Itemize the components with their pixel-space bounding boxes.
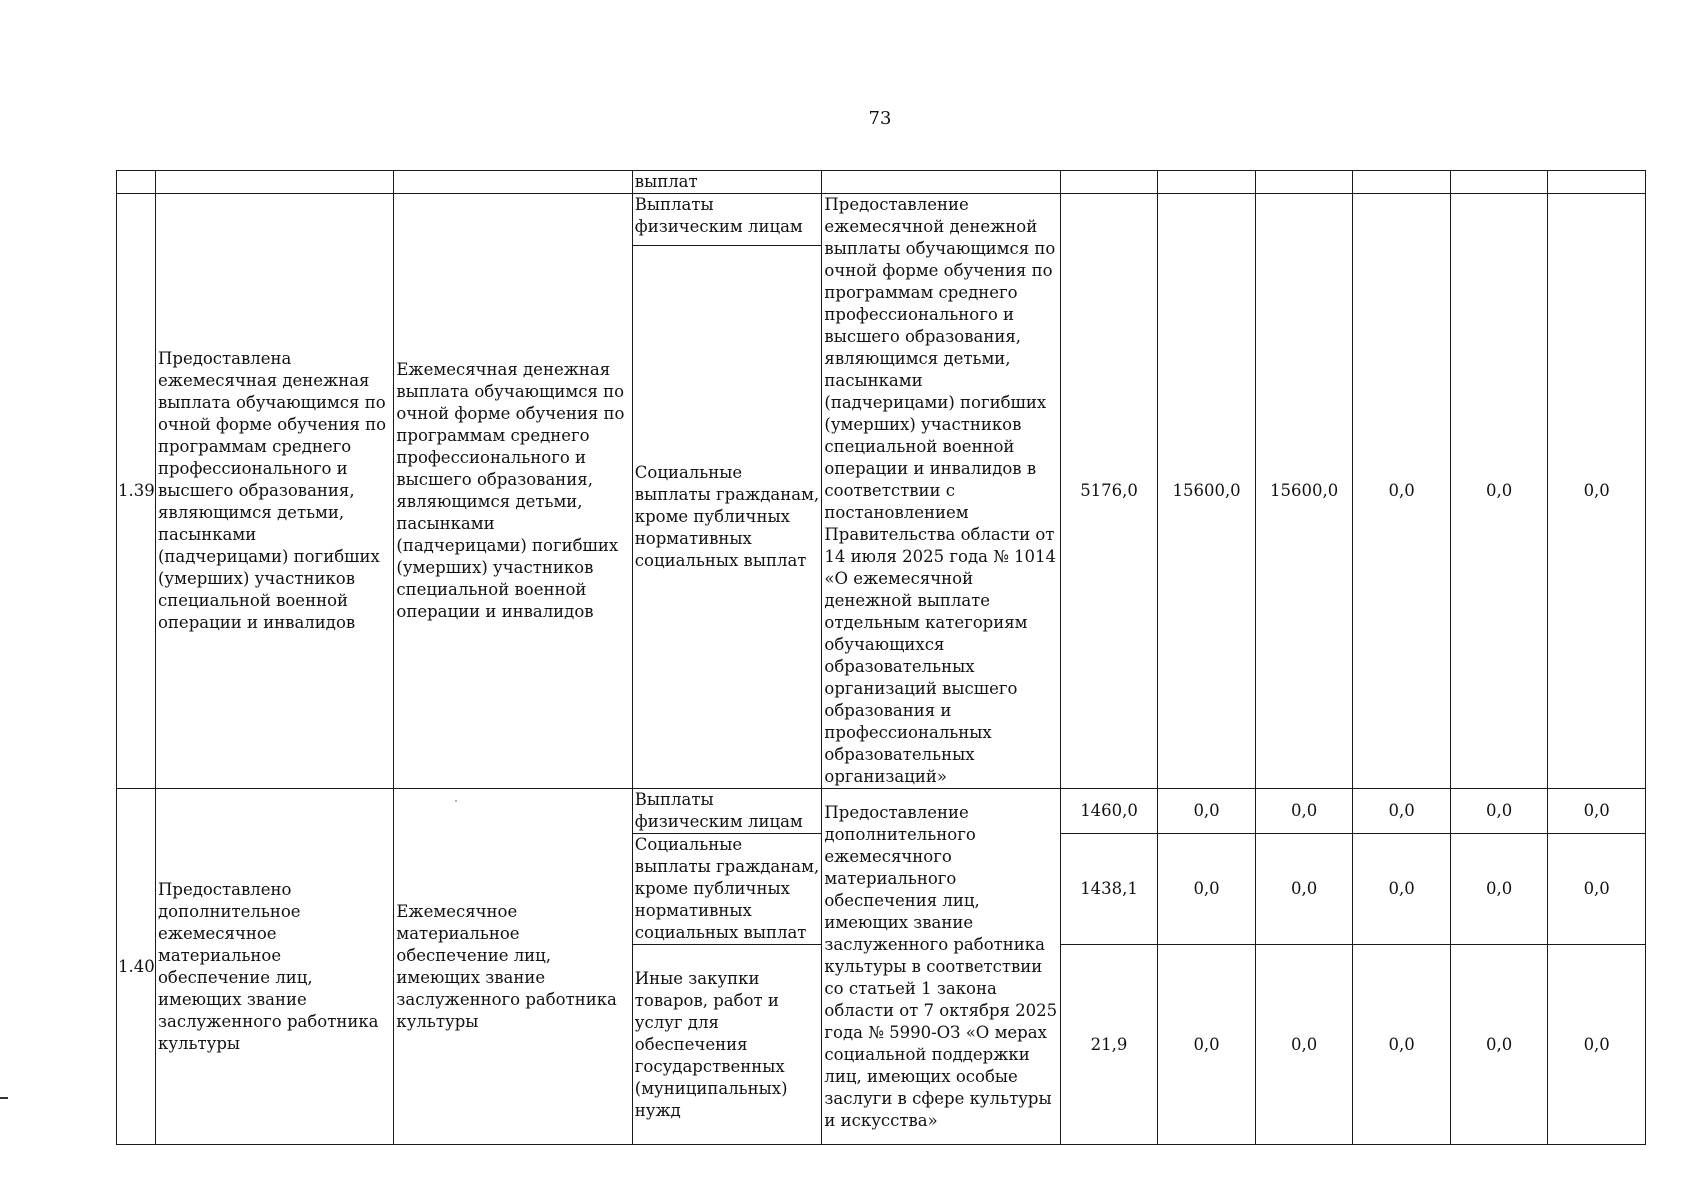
value-cell: 0,0 — [1353, 834, 1451, 945]
cell-empty — [1548, 171, 1646, 194]
table-row — [117, 789, 1646, 834]
cell-empty — [1353, 171, 1451, 194]
scan-speck — [455, 800, 457, 802]
basis-cell: Предоставление ежемесячной денежной выплаты обучающимся по очной форме обучения по программам среднего профессионального и высшего образования, являющимся детьми, пасынками (падчерицами) погибших (умерших) участников специальной военной операции и инвалидов в соответствии с постановлением Правительства области от 14 июля 2025 года № 1014 «О ежемесячной денежной выплате отдельным категориям обучающихся образовательных организаций высшего образования и профессиональных образовательных организаций» — [822, 194, 1060, 789]
cell-empty — [394, 171, 632, 194]
expense-type-continued: выплат — [632, 171, 822, 194]
cell-empty — [1060, 171, 1158, 194]
result-cell: Предоставлена ежемесячная денежная выплата обучающимся по очной форме обучения по программам среднего профессионального и высшего образования, являющимся детьми, пасынками (падчерицами) погибших (умерших) участников специальной военной операции и инвалидов — [156, 194, 394, 789]
row-index: 1.39 — [117, 194, 156, 789]
basis-cell: Предоставление дополнительного ежемесячного материального обеспечения лиц, имеющих звание заслуженного работника культуры в соответствии со статьей 1 закона области от 7 октября 2025 года № 5990-ОЗ «О мерах социальной поддержки лиц, имеющих особые заслуги в сфере культуры и искусства» — [822, 789, 1060, 1145]
value-cell: 1438,1 — [1060, 834, 1158, 945]
expense-type-cell: Социальные выплаты гражданам, кроме публичных нормативных социальных выплат — [632, 245, 822, 788]
value-cell: 5176,0 — [1060, 194, 1158, 789]
value-cell: 0,0 — [1353, 194, 1451, 789]
cell-empty — [1255, 171, 1353, 194]
value-cell: 0,0 — [1255, 789, 1353, 834]
value-cell: 21,9 — [1060, 945, 1158, 1145]
value-cell: 0,0 — [1158, 834, 1256, 945]
measure-cell: Ежемесячная денежная выплата обучающимся по очной форме обучения по программам среднего профессионального и высшего образования, являющимся детьми, пасынками (падчерицами) погибших (умерших) участников специальной военной операции и инвалидов — [394, 194, 632, 789]
expense-type-cell: Выплаты физическим лицам — [632, 194, 822, 246]
value-cell: 0,0 — [1255, 834, 1353, 945]
page-number: 73 — [868, 108, 892, 129]
value-cell: 0,0 — [1548, 194, 1646, 789]
value-cell: 0,0 — [1353, 789, 1451, 834]
value-cell: 0,0 — [1158, 789, 1256, 834]
cell-empty — [1158, 171, 1256, 194]
table-row — [117, 194, 1646, 246]
value-cell: 15600,0 — [1255, 194, 1353, 789]
row-index: 1.40 — [117, 789, 156, 1145]
value-cell: 15600,0 — [1158, 194, 1256, 789]
table-row-continued — [117, 171, 1646, 194]
expense-type-cell: Иные закупки товаров, работ и услуг для обеспечения государственных (муниципальных) нужд — [632, 945, 822, 1145]
value-cell: 0,0 — [1158, 945, 1256, 1145]
result-cell: Предоставлено дополнительное ежемесячное материальное обеспечение лиц, имеющих звание заслуженного работника культуры — [156, 789, 394, 1145]
margin-mark — [0, 1097, 8, 1099]
cell-empty — [1450, 171, 1548, 194]
cell-empty — [822, 171, 1060, 194]
value-cell: 0,0 — [1548, 834, 1646, 945]
budget-measures-table — [116, 170, 1646, 1145]
expense-type-cell: Выплаты физическим лицам — [632, 789, 822, 834]
value-cell: 0,0 — [1548, 945, 1646, 1145]
value-cell: 0,0 — [1450, 194, 1548, 789]
measure-cell: Ежемесячное материальное обеспечение лиц, имеющих звание заслуженного работника культуры — [394, 789, 632, 1145]
value-cell: 0,0 — [1450, 945, 1548, 1145]
value-cell: 0,0 — [1255, 945, 1353, 1145]
value-cell: 0,0 — [1548, 789, 1646, 834]
expense-type-cell: Социальные выплаты гражданам, кроме публичных нормативных социальных выплат — [632, 834, 822, 945]
cell-empty — [156, 171, 394, 194]
value-cell: 1460,0 — [1060, 789, 1158, 834]
cell-empty — [117, 171, 156, 194]
value-cell: 0,0 — [1450, 834, 1548, 945]
value-cell: 0,0 — [1450, 789, 1548, 834]
value-cell: 0,0 — [1353, 945, 1451, 1145]
